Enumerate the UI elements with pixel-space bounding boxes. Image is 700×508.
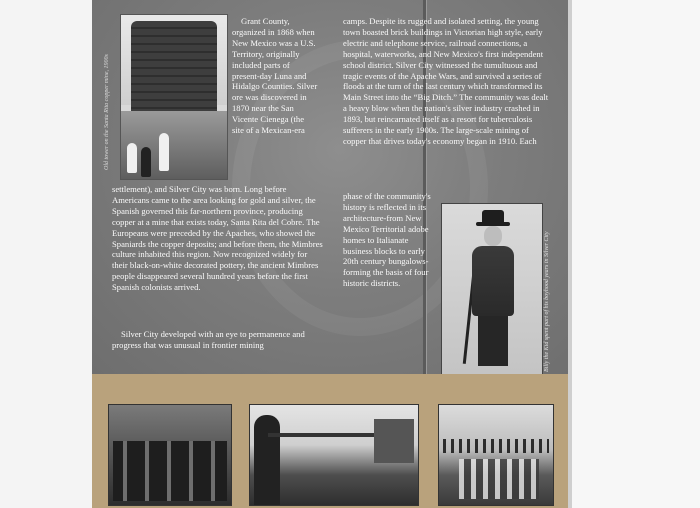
figure-head xyxy=(484,226,502,246)
people-row xyxy=(113,471,227,501)
figure-legs xyxy=(478,314,508,366)
photo-street-crowd xyxy=(438,404,554,506)
figure-person xyxy=(141,147,151,177)
people-row xyxy=(113,441,227,471)
tower-shape xyxy=(131,21,217,113)
scan-margin-left xyxy=(0,0,92,508)
fence-shape xyxy=(443,439,549,453)
photo-miners-group xyxy=(108,404,232,506)
hat-crown xyxy=(482,210,504,224)
building-shape xyxy=(374,419,414,463)
tree-shape xyxy=(254,415,280,505)
bridge-shape xyxy=(268,433,378,437)
text-continued-paragraph: camps. Despite its rugged and isolated setting, the young town boasted brick buildings in Victorian high style, early electric and telephone service, railroad connections, a hospital, waterworks, and New Mexico's first independent school district. Silver City witnessed the tumultuous and tragic events of the Apache Wars, and survived a series of floods at the turn of the last century which transformed its Main Street into the “Big Ditch.” The community was dealt a heavy blow when the nation's silver industry crashed in 1893, but reincarnated itself as a resort for tuberculosis sufferers in the early 1900s. The large-scale mining of copper that drives today's economy began in 1910. Each xyxy=(343,16,549,146)
figure-person xyxy=(127,143,137,173)
crowd-shape xyxy=(459,459,539,499)
text-silver-city-paragraph: Silver City developed with an eye to permanence and progress that was unusual in frontier mining xyxy=(112,329,305,350)
photo-billy-the-kid xyxy=(441,203,543,375)
text-history-paragraph: settlement), and Silver City was born. Long before Americans came to the area looking for gold and silver, the Spanish governed this far-northern province, producing copper at a mine that exists today, Santa Rita del Cobre. The Europeans were preceded by the Apaches, who showed the Spaniards the copper deposits; and before them, the Mimbres culture inhabited this region. Now recognized widely for their black-on-white decorated pottery, the ancient Mimbres people disappeared several hundred years before the first Spanish colonists arrived. xyxy=(112,184,323,293)
scan-margin-right xyxy=(572,0,700,508)
photo-mine-tower xyxy=(120,14,228,180)
figure-person xyxy=(159,133,169,171)
photo-bridge-ditch xyxy=(249,404,419,506)
text-architecture-paragraph: phase of the community's history is reflected in its architecture-from New Mexico Territorial adobe homes to Italianate business blocks to early 20th century bungalows-forming the basis of four historic districts. xyxy=(343,191,431,289)
caption-billy-the-kid: Billy the Kid spent part of his boyhood years in Silver City xyxy=(544,231,550,372)
figure-body xyxy=(472,246,514,316)
text-grant-county-intro: Grant County, organized in 1868 when New Mexico was a U.S. Territory, originally included parts of present-day Luna and Hidalgo Counties. Silver ore was discovered in 1870 near the San Vicente Cienega (the site of a Mexican-era xyxy=(232,16,318,136)
photo-strip xyxy=(92,374,568,508)
caption-mine-tower: Old tower on the Santa Rita copper mine, 1900s xyxy=(104,54,110,170)
